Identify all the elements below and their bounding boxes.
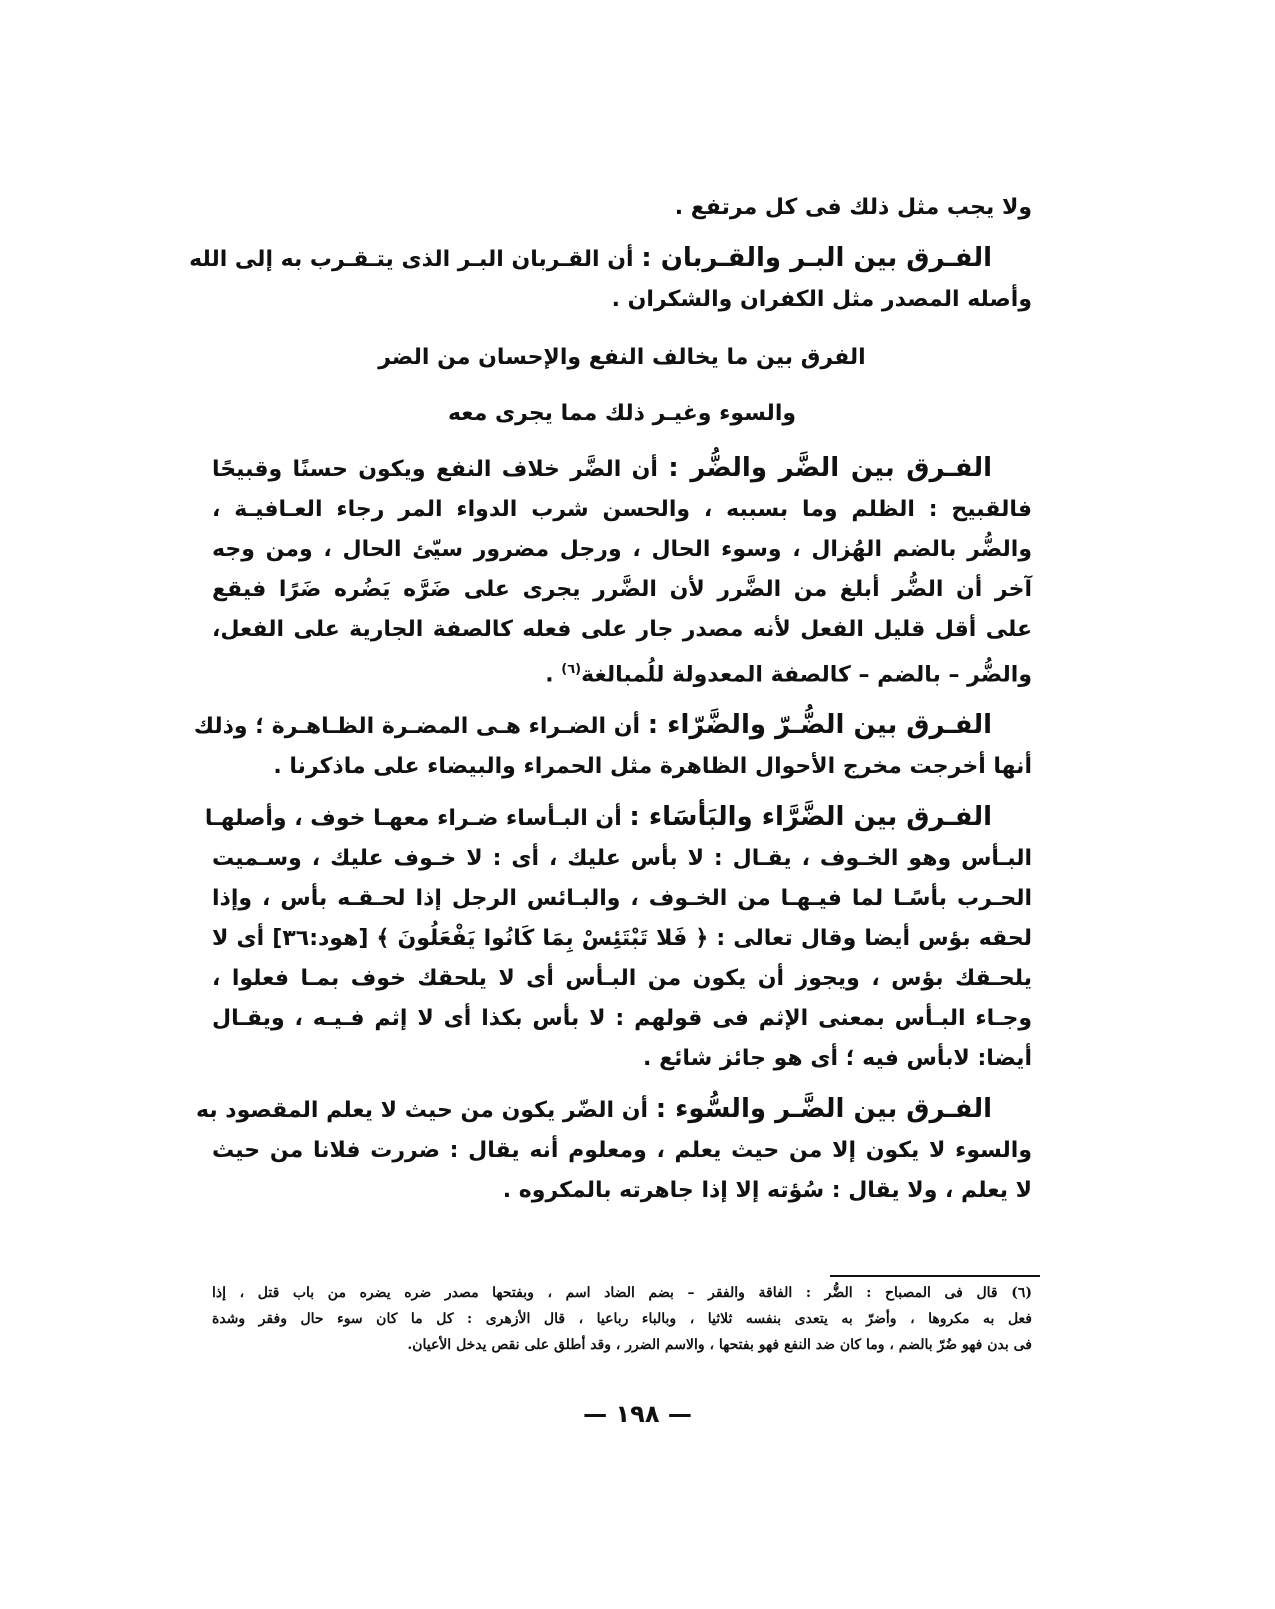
footnote-marker: (٦) [1011, 1285, 1033, 1301]
entry-text: أن الضّر يكون من حيث لا يعلم المقصود به [196, 1098, 649, 1124]
text-line [204, 797, 1032, 839]
paragraph-birr-qurban [189, 238, 1032, 320]
text-line: يلحـقك بؤس ، ويجوز أن يكون من البـأس أى لا يلحقك خوف بمـا فعلوا ، [212, 966, 1032, 992]
text-line [193, 705, 1032, 747]
text-line [212, 650, 1032, 695]
paragraph-continuation [212, 188, 1032, 228]
paragraph-darr-suu [196, 1089, 1032, 1211]
entry-term: الفـرق بين الضَّرَّاء والبَأسَاء : [629, 802, 992, 833]
text-line: لحقه بؤس أيضا وقال تعالى : ﴿ فَلا تَبْتَئِسْ بِمَا كَانُوا يَفْعَلُونَ ﴾ [هود:٣٦] أى لا [212, 926, 1032, 952]
text-line: على أقل قليل الفعل لأنه مصدر جار على فعله كالصفة الجارية على الفعل، [212, 617, 1032, 642]
entry-text: أن الضـراء هـى المضـرة الظـاهـرة ؛ وذلك [193, 714, 641, 740]
text-line: ولا يجب مثل ذلك فى كل مرتفع . [674, 195, 1032, 220]
footnote-divider [830, 1275, 1040, 1277]
section-heading-line: والسوء وغيـر ذلك مما يجرى معه [447, 401, 797, 426]
entry-text: أن القـربان البـر الذى يتـقـرب به إلى الله [189, 247, 634, 272]
text-line: الحـرب بأسًـا لما فيـهـا من الخـوف ، والبـائس الرجل إذا لحـقـه بأس ، وإذا [212, 886, 1032, 912]
text-line: فالقبيح : الظلم وما بسببه ، والحسن شرب الدواء المر رجاء العـافيـة ، [212, 497, 1032, 522]
text-line: والسوء لا يكون إلا من حيث يعلم ، ومعلوم أنه يقال : ضررت فلانا من حيث [212, 1138, 1032, 1164]
page-number: — ١٩٨ — [583, 1400, 692, 1428]
text-line [212, 448, 1032, 490]
text-line: وأصله المصدر مثل الكفران والشكران . [611, 287, 1032, 312]
text-line: أنها أخرجت مخرج الأحوال الظاهرة مثل الحمراء والبيضاء على ماذكرنا . [273, 754, 1032, 780]
text-line: آخر أن الضُّر أبلغ من الضَّرر لأن الضَّرر يجرى على ضَرَّه يَضُره ضَرًا فيقع [212, 577, 1032, 602]
footnotes [212, 1280, 1032, 1358]
entry-text: أن البـأساء ضـراء معهـا خوف ، وأصلهـا [204, 806, 622, 832]
entry-term: الفـرق بين الضَّر والضُّر : [668, 453, 993, 483]
text-line [196, 1089, 1032, 1131]
text-line [189, 238, 1032, 280]
footnote-reference[interactable]: (٦) [561, 662, 582, 677]
footnote-line [212, 1280, 1032, 1306]
footnote-line: فى بدن فهو ضُرّ بالضم ، وما كان ضد النفع فهو بفتحها ، والاسم الضرر ، وقد أطلق على نقص يدخل الأعيان. [407, 1337, 1032, 1353]
paragraph-darr-durr [212, 448, 1032, 695]
section-heading-line: الفرق بين ما يخالف النفع والإحسان من الضر [378, 345, 866, 370]
page-body [189, 188, 1032, 1221]
footnote-text: قال فى المصباح : الضُّر : الفاقة والفقر – بضم الضاد اسم ، وبفتحها مصدر ضره يضره من باب قتل ، إذا [212, 1285, 998, 1301]
footnote-line: فعل به مكروها ، وأضرّ به يتعدى بنفسه ثلاثيا ، وبالباء رباعيا ، قال الأزهرى : كل ما كان سوء حال وفقر وشدة [212, 1311, 1032, 1327]
entry-text-tail: . [545, 662, 562, 688]
text-line: البـأس وهو الخـوف ، يقـال : لا بأس عليك ، أى : لا خـوف عليك ، وسـميت [212, 846, 1032, 872]
text-line: وجـاء البـأس بمعنى الإثم فى قولهم : لا بأس بكذا أى لا إثم فـيـه ، ويقـال [212, 1006, 1032, 1032]
entry-term: الفـرق بين الضُّـرّ والضَّرّاء : [647, 710, 992, 741]
entry-term: الفـرق بين الضَّـر والسُّوء : [655, 1094, 992, 1125]
text-line: لا يعلم ، ولا يقال : سُؤته إلا إذا جاهرته بالمكروه . [502, 1178, 1032, 1204]
entry-term: الفـرق بين البـر والقـربان : [641, 243, 992, 273]
entry-text: والضُّر – بالضم – كالصفة المعدولة للُمبالغة [581, 662, 1032, 688]
paragraph-darraa-basaa [204, 797, 1032, 1079]
text-line: أيضا: لابأس فيه ؛ أى هو جائز شائع . [643, 1046, 1032, 1072]
paragraph-durr-darraa [193, 705, 1032, 787]
text-line: والضُّر بالضم الهُزال ، وسوء الحال ، ورجل مضرور سيّئ الحال ، ومن وجه [212, 537, 1032, 562]
section-heading [212, 330, 1032, 442]
entry-text: أن الضَّر خلاف النفع ويكون حسنًا وقبيحًا [212, 457, 658, 482]
